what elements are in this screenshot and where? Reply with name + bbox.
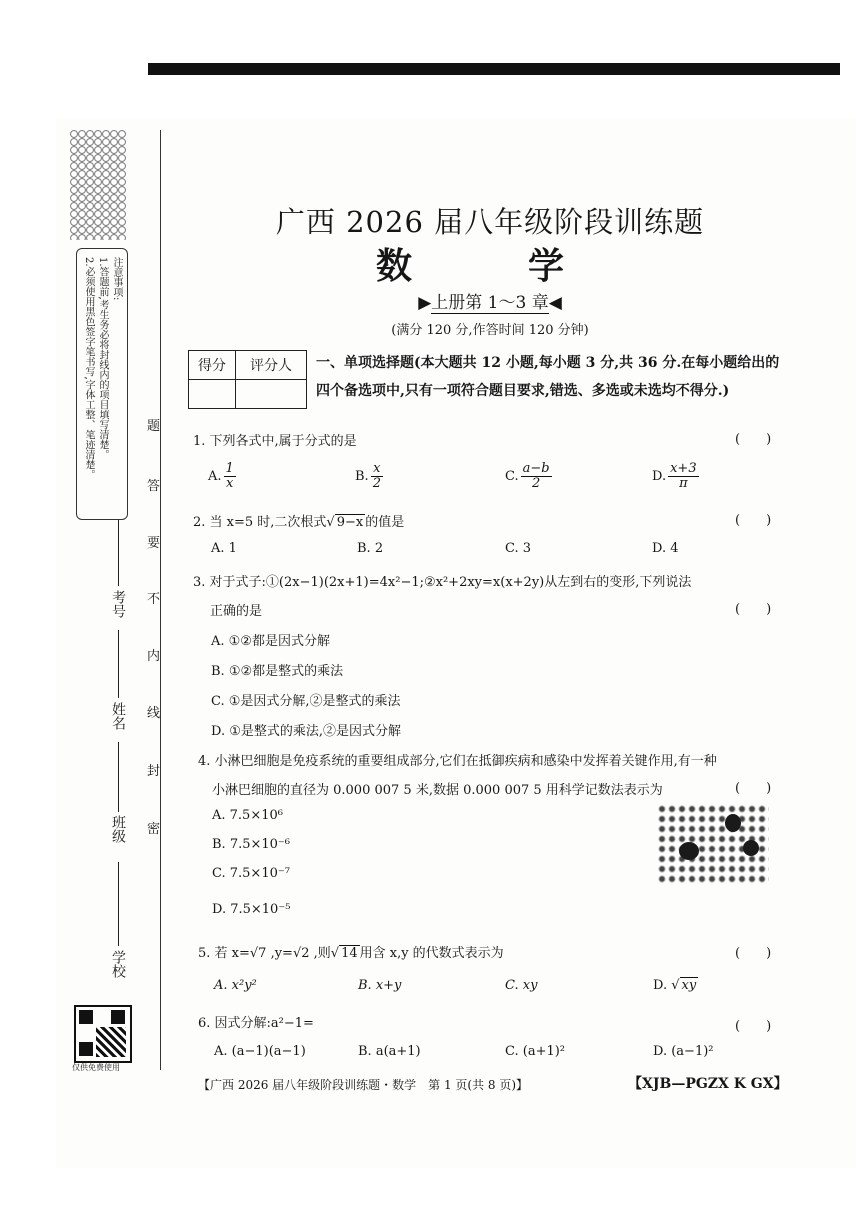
q4-option-d[interactable]: D. 7.5×10⁻⁵ <box>212 902 291 917</box>
q1-option-b[interactable]: B. $\frac{x}{2}$ <box>355 461 381 491</box>
seal-char: 不 <box>147 592 161 607</box>
notice-heading: 注意事项: <box>111 257 122 301</box>
q1-stem: 1. 下列各式中,属于分式的是 <box>193 434 357 449</box>
q3-option-b[interactable]: B. ①②都是整式的乘法 <box>211 664 344 679</box>
footer-page-info: 【广西 2026 届八年级阶段训练题・数学 第 1 页(共 8 页)】 <box>198 1078 529 1092</box>
q5-answer-paren[interactable]: ( ) <box>735 946 772 961</box>
lymphocyte-cell <box>679 842 699 860</box>
q2-option-c[interactable]: C. 3 <box>505 541 532 556</box>
label-xuexiao: 学校 <box>110 950 126 978</box>
exam-scope: ▶上册第 1～3 章◀ <box>418 293 562 313</box>
q1-option-c[interactable]: C. $\frac{a-b}{2}$ <box>505 461 550 491</box>
notice-box <box>76 248 128 520</box>
q1-option-a[interactable]: A. $\frac{1}{x}$ <box>208 461 234 491</box>
scope-text: 上册第 1～3 章 <box>431 293 549 313</box>
xuexiao-line[interactable] <box>118 862 119 946</box>
grader-header: 评分人 <box>236 351 307 380</box>
q6-option-a[interactable]: A. (a−1)(a−1) <box>214 1044 306 1059</box>
q3-stem-line1: 3. 对于式子:①(2x−1)(2x+1)=4x²−1;②x²+2xy=x(x+2y)从左到右的变形,下列说法 <box>193 575 692 590</box>
seal-char: 密 <box>147 822 161 837</box>
q2-option-b[interactable]: B. 2 <box>357 541 384 556</box>
q3-option-a[interactable]: A. ①②都是因式分解 <box>211 634 330 649</box>
xingming-line[interactable] <box>118 630 119 698</box>
banji-line[interactable] <box>118 742 119 812</box>
q4-option-a[interactable]: A. 7.5×10⁶ <box>212 808 283 823</box>
scan-edge-bar <box>148 63 840 75</box>
lymphocyte-cell <box>725 814 741 832</box>
seal-char: 要 <box>147 536 161 551</box>
qr-code[interactable] <box>74 1005 132 1063</box>
q3-option-d[interactable]: D. ①是整式的乘法,②是因式分解 <box>211 724 402 739</box>
kaohao-line[interactable] <box>118 520 119 586</box>
q5-option-b[interactable]: B. x+y <box>358 978 402 993</box>
q5-stem: 5. 若 x=√7 ,y=√2 ,则√ 14 用含 x,y 的代数式表示为 <box>198 946 504 961</box>
notice-line-2: 2.必须使用黑色签字笔书写,字体工整、笔迹清楚。 <box>83 257 94 480</box>
q1-answer-paren[interactable]: ( ) <box>735 432 772 447</box>
seal-char: 答 <box>147 479 161 494</box>
q2-stem: 2. 当 x=5 时,二次根式√ 9−x 的值是 <box>193 515 405 530</box>
q6-stem: 6. 因式分解:a²−1= <box>198 1016 314 1031</box>
score-cell[interactable] <box>189 380 236 409</box>
q3-stem-line2: 正确的是 <box>210 604 263 619</box>
label-xingming: 姓名 <box>110 702 126 730</box>
q5-option-c[interactable]: C. xy <box>505 978 538 993</box>
grader-cell[interactable] <box>236 380 307 409</box>
q6-answer-paren[interactable]: ( ) <box>735 1019 772 1034</box>
q4-option-c[interactable]: C. 7.5×10⁻⁷ <box>212 866 290 881</box>
q1-option-d[interactable]: D. $\frac{x+3}{\pi}$ <box>652 461 697 491</box>
label-kaohao: 考号 <box>110 590 126 618</box>
seal-char: 内 <box>147 649 161 664</box>
q2-answer-paren[interactable]: ( ) <box>735 513 772 528</box>
q4-stem-line2: 小淋巴细胞的直径为 0.000 007 5 米,数据 0.000 007 5 用科学记数法表示为 <box>212 783 663 798</box>
notice-line-1: 1.答题前,考生务必将封线内的项目填写清楚。 <box>97 257 108 460</box>
score-header: 得分 <box>189 351 236 380</box>
qr-caption: 仅供免费使用 <box>72 1063 120 1072</box>
section-heading: 一、单项选择题(本大题共 12 小题,每小题 3 分,共 36 分.在每小题给出的四个备选项中,只有一项符合题目要求,错选、多选或未选均不得分.) <box>316 355 780 399</box>
seal-line <box>160 130 161 1070</box>
q6-option-b[interactable]: B. a(a+1) <box>358 1044 421 1059</box>
seal-char: 线 <box>147 706 161 721</box>
label-banji: 班级 <box>110 815 126 843</box>
q3-answer-paren[interactable]: ( ) <box>735 602 772 617</box>
seal-char: 题 <box>147 419 161 434</box>
q6-option-d[interactable]: D. (a−1)² <box>653 1044 714 1059</box>
q4-option-b[interactable]: B. 7.5×10⁻⁶ <box>212 837 290 852</box>
security-pattern <box>70 130 126 240</box>
q5-option-d[interactable]: D. √ xy <box>653 978 697 993</box>
score-note: (满分 120 分,作答时间 120 分钟) <box>391 323 589 338</box>
seal-char: 封 <box>147 764 161 779</box>
q4-stem-line1: 4. 小淋巴细胞是免疫系统的重要组成部分,它们在抵御疾病和感染中发挥着关键作用,有一种 <box>198 754 717 769</box>
q3-option-c[interactable]: C. ①是因式分解,②是整式的乘法 <box>211 694 401 709</box>
q2-option-d[interactable]: D. 4 <box>652 541 679 556</box>
q5-option-a[interactable]: A. x²y² <box>214 978 257 993</box>
lymphocyte-image <box>657 804 769 884</box>
exam-title: 广西 2026 届八年级阶段训练题 <box>275 205 705 239</box>
footer-code: 【XJB—PGZX K GX】 <box>628 1076 788 1092</box>
score-table <box>188 350 307 409</box>
q6-option-c[interactable]: C. (a+1)² <box>505 1044 566 1059</box>
q4-answer-paren[interactable]: ( ) <box>735 781 772 796</box>
exam-subject: 数 学 <box>375 245 604 287</box>
q2-option-a[interactable]: A. 1 <box>211 541 237 556</box>
lymphocyte-cell <box>743 840 759 856</box>
